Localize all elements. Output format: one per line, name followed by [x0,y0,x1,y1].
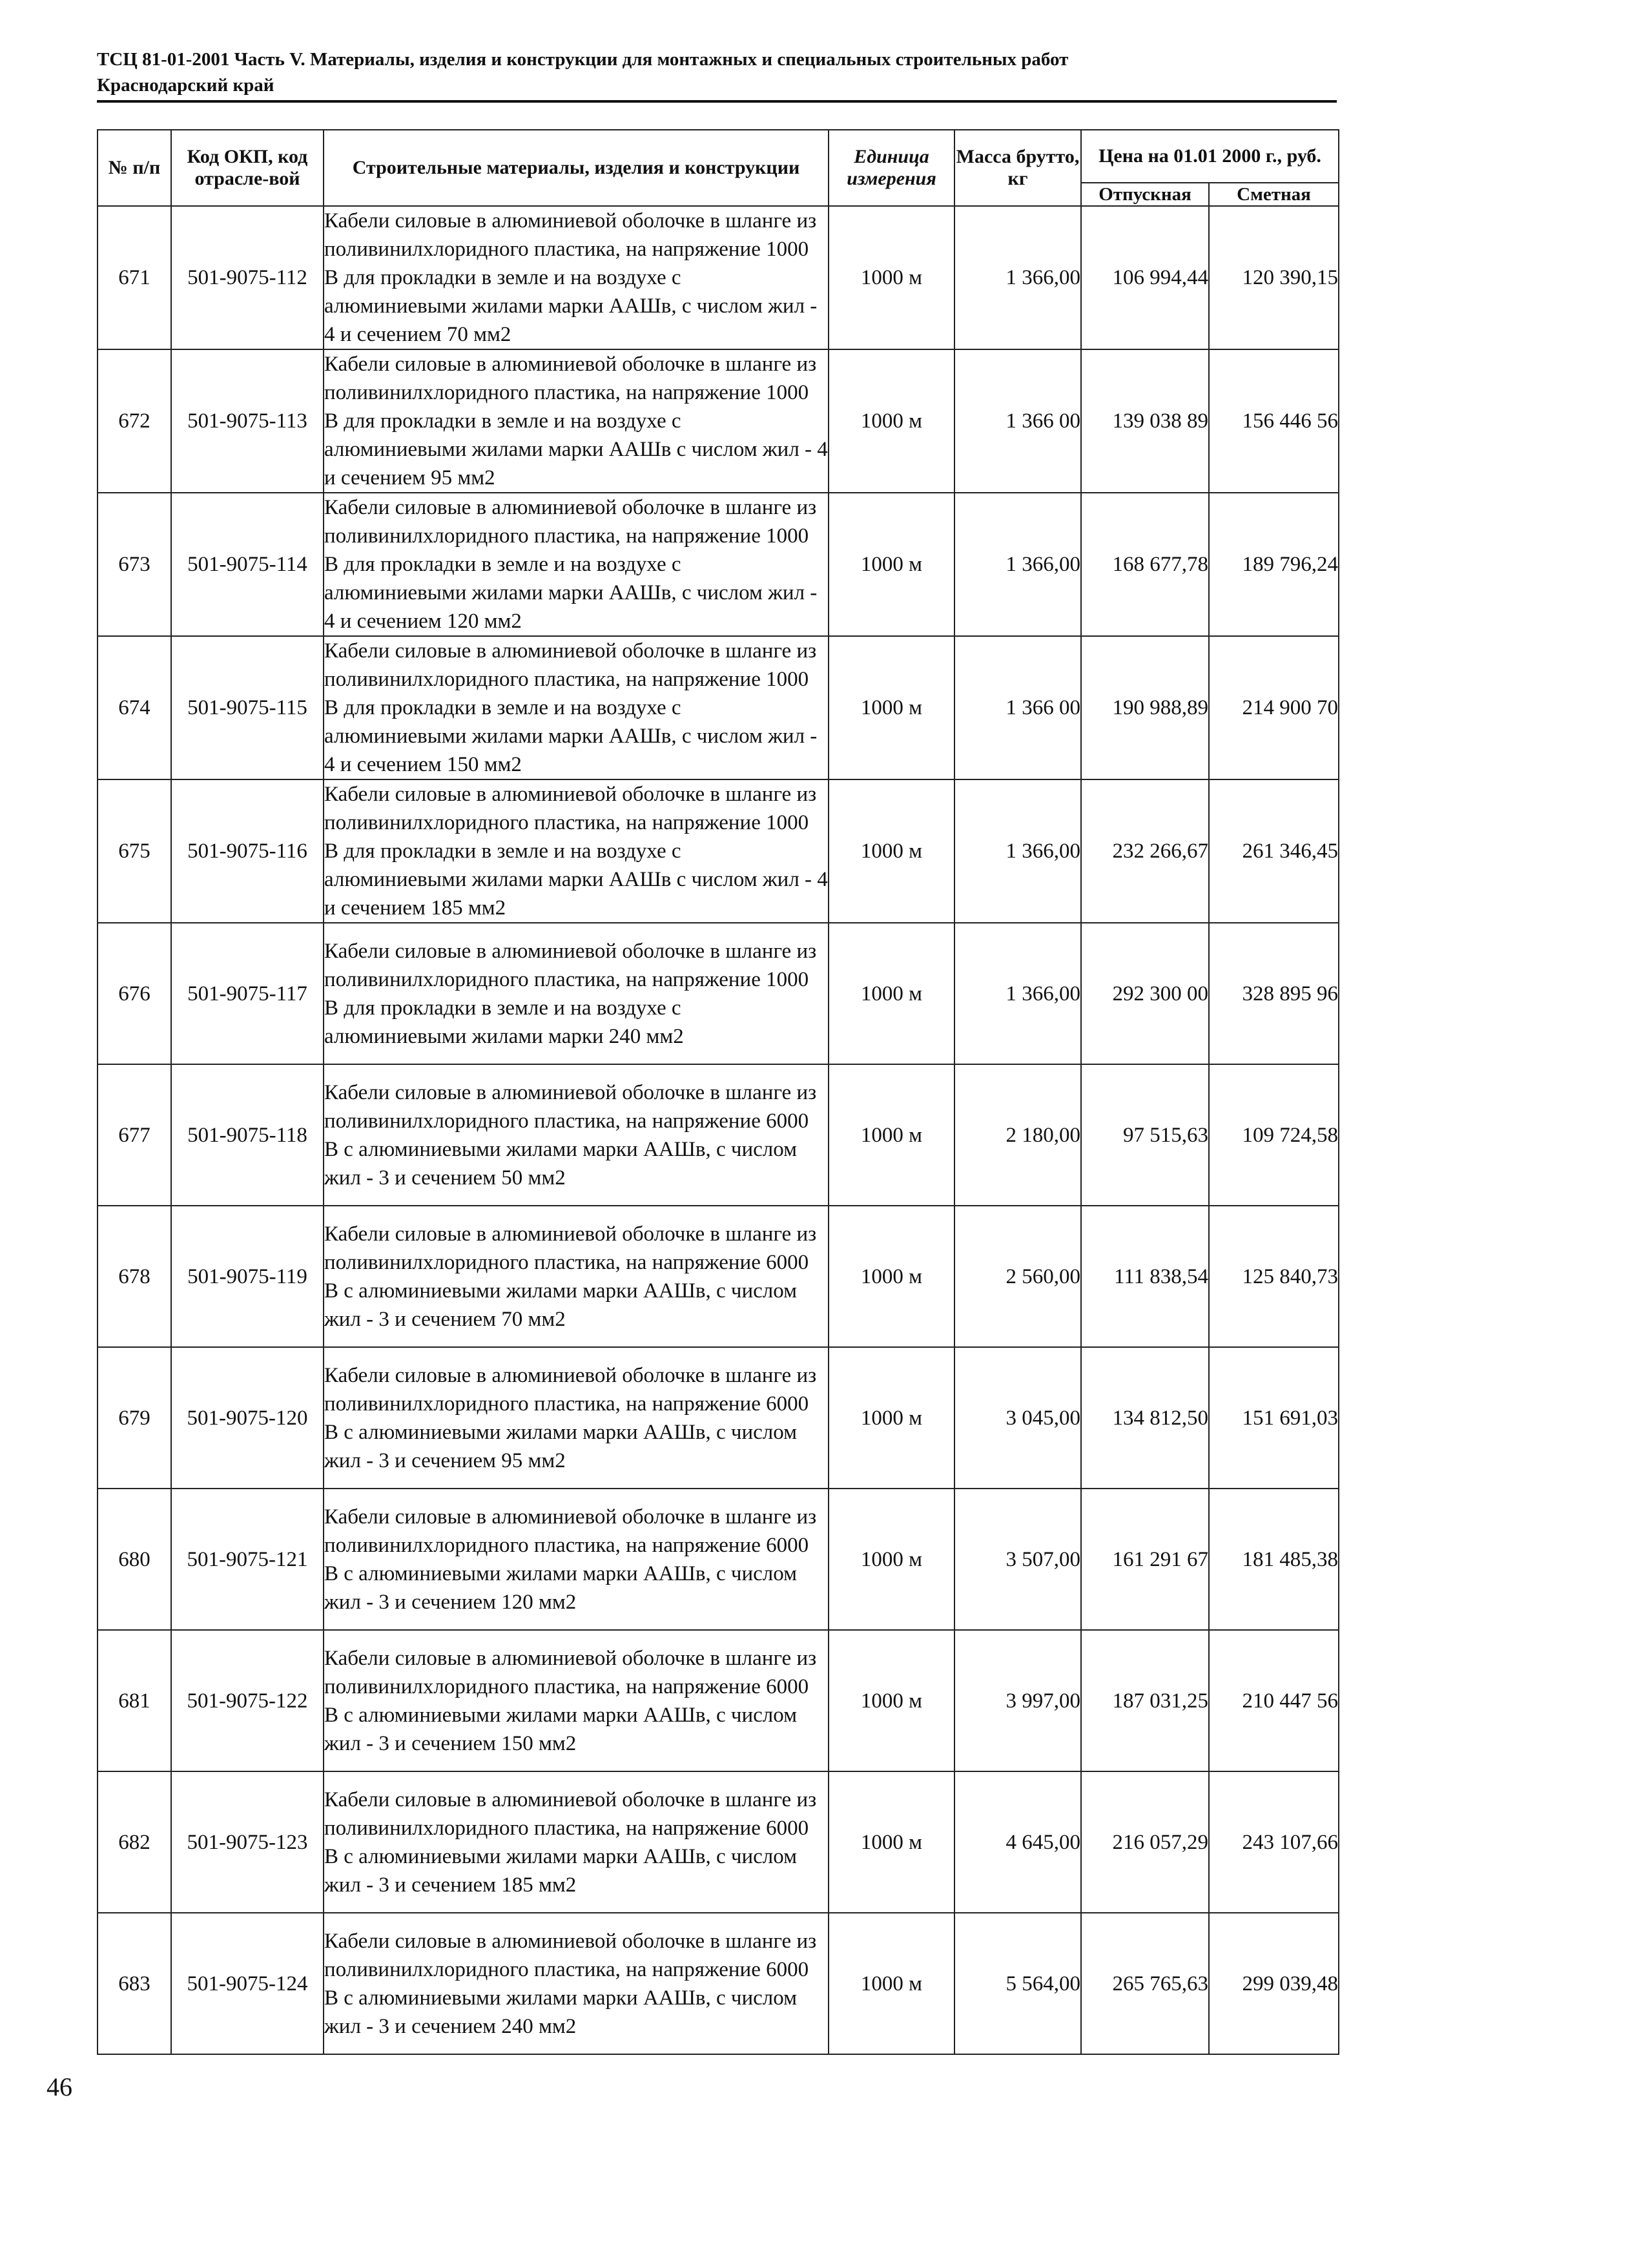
row-estimate-price: 214 900 70 [1209,636,1339,779]
column-header-num: № п/п [98,130,171,206]
row-name: Кабели силовые в алюминиевой оболочке в шланге из поливинилхлоридного пластика, на напряжение 6000 В с алюминиевыми жилами марки ААШв, с числом жил - 3 и сечением 95 мм2 [324,1347,829,1489]
row-name: Кабели силовые в алюминиевой оболочке в шланге из поливинилхлоридного пластика, на напряжение 6000 В с алюминиевыми жилами марки ААШв, с числом жил - 3 и сечением 185 мм2 [324,1771,829,1913]
row-estimate-price: 156 446 56 [1209,349,1339,493]
row-num: 681 [98,1630,171,1771]
row-mass: 4 645,00 [954,1771,1081,1913]
row-name: Кабели силовые в алюминиевой оболочке в шланге из поливинилхлоридного пластика, на напряжение 1000 В для прокладки в земле и на воздухе с алюминиевыми жилами марки ААШв, с числом жил - 4 и сечением 70 мм2 [324,206,829,349]
row-num: 680 [98,1489,171,1630]
row-estimate-price: 299 039,48 [1209,1913,1339,2054]
row-unit: 1000 м [829,206,954,349]
row-release-price: 106 994,44 [1081,206,1209,349]
row-mass: 1 366 00 [954,349,1081,493]
column-header-mass: Масса брутто, кг [954,130,1081,206]
row-num: 682 [98,1771,171,1913]
row-mass: 1 366,00 [954,206,1081,349]
row-mass: 2 180,00 [954,1064,1081,1206]
row-release-price: 187 031,25 [1081,1630,1209,1771]
row-num: 673 [98,493,171,636]
column-header-unit: Единица измерения [829,130,954,206]
row-mass: 2 560,00 [954,1206,1081,1347]
row-code: 501-9075-113 [171,349,324,493]
row-estimate-price: 243 107,66 [1209,1771,1339,1913]
table-row [98,1913,1339,2054]
row-code: 501-9075-120 [171,1347,324,1489]
row-name: Кабели силовые в алюминиевой оболочке в шланге из поливинилхлоридного пластика, на напряжение 1000 В для прокладки в земле и на воздухе с алюминиевыми жилами марки ААШв с числом жил - 4 и сечением 185 мм2 [324,779,829,923]
table-row [98,1489,1339,1630]
row-release-price: 216 057,29 [1081,1771,1209,1913]
row-unit: 1000 м [829,1489,954,1630]
row-estimate-price: 261 346,45 [1209,779,1339,923]
row-estimate-price: 151 691,03 [1209,1347,1339,1489]
table-row [98,1630,1339,1771]
table-row [98,1206,1339,1347]
row-num: 674 [98,636,171,779]
row-release-price: 134 812,50 [1081,1347,1209,1489]
table-row [98,206,1339,349]
row-num: 683 [98,1913,171,2054]
row-unit: 1000 м [829,1630,954,1771]
row-release-price: 190 988,89 [1081,636,1209,779]
table-row [98,636,1339,779]
table-row [98,493,1339,636]
header-divider [97,100,1337,103]
row-num: 672 [98,349,171,493]
row-code: 501-9075-122 [171,1630,324,1771]
row-code: 501-9075-118 [171,1064,324,1206]
column-header-release: Отпускная [1081,183,1209,206]
row-name: Кабели силовые в алюминиевой оболочке в шланге из поливинилхлоридного пластика, на напряжение 6000 В с алюминиевыми жилами марки ААШв, с числом жил - 3 и сечением 120 мм2 [324,1489,829,1630]
table-row [98,923,1339,1064]
row-mass: 1 366,00 [954,779,1081,923]
row-release-price: 97 515,63 [1081,1064,1209,1206]
row-name: Кабели силовые в алюминиевой оболочке в шланге из поливинилхлоридного пластика, на напряжение 6000 В с алюминиевыми жилами марки ААШв, с числом жил - 3 и сечением 50 мм2 [324,1064,829,1206]
row-unit: 1000 м [829,779,954,923]
row-mass: 1 366,00 [954,493,1081,636]
row-estimate-price: 125 840,73 [1209,1206,1339,1347]
row-name: Кабели силовые в алюминиевой оболочке в шланге из поливинилхлоридного пластика, на напряжение 6000 В с алюминиевыми жилами марки ААШв, с числом жил - 3 и сечением 240 мм2 [324,1913,829,2054]
row-release-price: 139 038 89 [1081,349,1209,493]
row-release-price: 265 765,63 [1081,1913,1209,2054]
row-num: 675 [98,779,171,923]
row-code: 501-9075-117 [171,923,324,1064]
row-code: 501-9075-115 [171,636,324,779]
column-header-estimate: Сметная [1209,183,1339,206]
row-code: 501-9075-124 [171,1913,324,2054]
column-header-price: Цена на 01.01 2000 г., руб. [1081,130,1339,183]
row-code: 501-9075-116 [171,779,324,923]
table-row [98,349,1339,493]
row-estimate-price: 210 447 56 [1209,1630,1339,1771]
row-name: Кабели силовые в алюминиевой оболочке в шланге из поливинилхлоридного пластика, на напряжение 6000 В с алюминиевыми жилами марки ААШв, с числом жил - 3 и сечением 150 мм2 [324,1630,829,1771]
row-unit: 1000 м [829,1771,954,1913]
price-table [97,129,1339,2055]
row-mass: 1 366,00 [954,923,1081,1064]
row-mass: 3 045,00 [954,1347,1081,1489]
row-num: 671 [98,206,171,349]
row-code: 501-9075-121 [171,1489,324,1630]
row-estimate-price: 181 485,38 [1209,1489,1339,1630]
row-unit: 1000 м [829,923,954,1064]
table-row [98,1347,1339,1489]
row-code: 501-9075-112 [171,206,324,349]
table-row [98,1064,1339,1206]
row-unit: 1000 м [829,636,954,779]
row-mass: 5 564,00 [954,1913,1081,2054]
row-name: Кабели силовые в алюминиевой оболочке в шланге из поливинилхлоридного пластика, на напряжение 1000 В для прокладки в земле и на воздухе с алюминиевыми жилами марки 240 мм2 [324,923,829,1064]
row-release-price: 111 838,54 [1081,1206,1209,1347]
table-header-row [98,130,1339,183]
row-unit: 1000 м [829,493,954,636]
row-estimate-price: 120 390,15 [1209,206,1339,349]
row-release-price: 232 266,67 [1081,779,1209,923]
document-header [97,46,1337,98]
row-release-price: 161 291 67 [1081,1489,1209,1630]
row-num: 676 [98,923,171,1064]
row-code: 501-9075-123 [171,1771,324,1913]
row-unit: 1000 м [829,1347,954,1489]
row-code: 501-9075-119 [171,1206,324,1347]
row-name: Кабели силовые в алюминиевой оболочке в шланге из поливинилхлоридного пластика, на напряжение 6000 В с алюминиевыми жилами марки ААШв, с числом жил - 3 и сечением 70 мм2 [324,1206,829,1347]
row-unit: 1000 м [829,1206,954,1347]
table-row [98,1771,1339,1913]
column-header-name: Строительные материалы, изделия и конструкции [324,130,829,206]
document-title: ТСЦ 81-01-2001 Часть V. Материалы, изделия и конструкции для монтажных и специальных строительных работ [97,49,1069,70]
row-mass: 3 997,00 [954,1630,1081,1771]
row-estimate-price: 189 796,24 [1209,493,1339,636]
row-estimate-price: 328 895 96 [1209,923,1339,1064]
row-code: 501-9075-114 [171,493,324,636]
row-name: Кабели силовые в алюминиевой оболочке в шланге из поливинилхлоридного пластика, на напряжение 1000 В для прокладки в земле и на воздухе с алюминиевыми жилами марки ААШв, с числом жил - 4 и сечением 120 мм2 [324,493,829,636]
row-release-price: 168 677,78 [1081,493,1209,636]
row-num: 677 [98,1064,171,1206]
row-unit: 1000 м [829,349,954,493]
row-num: 679 [98,1347,171,1489]
table-row [98,779,1339,923]
row-num: 678 [98,1206,171,1347]
row-mass: 3 507,00 [954,1489,1081,1630]
document-region: Краснодарский край [97,75,274,96]
row-unit: 1000 м [829,1064,954,1206]
row-name: Кабели силовые в алюминиевой оболочке в шланге из поливинилхлоридного пластика, на напряжение 1000 В для прокладки в земле и на воздухе с алюминиевыми жилами марки ААШв, с числом жил - 4 и сечением 150 мм2 [324,636,829,779]
column-header-code: Код ОКП, код отрасле-вой [171,130,324,206]
row-unit: 1000 м [829,1913,954,2054]
row-estimate-price: 109 724,58 [1209,1064,1339,1206]
page-number: 46 [46,2072,72,2101]
row-mass: 1 366 00 [954,636,1081,779]
row-release-price: 292 300 00 [1081,923,1209,1064]
row-name: Кабели силовые в алюминиевой оболочке в шланге из поливинилхлоридного пластика, на напряжение 1000 В для прокладки в земле и на воздухе с алюминиевыми жилами марки ААШв с числом жил - 4 и сечением 95 мм2 [324,349,829,493]
